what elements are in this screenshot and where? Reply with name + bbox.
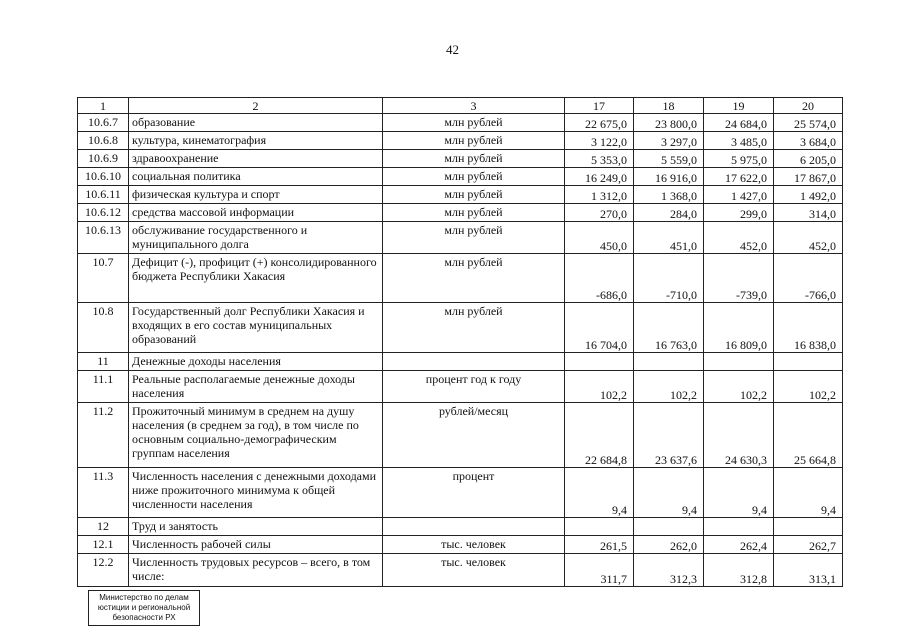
row-value: 270,0 (565, 204, 634, 222)
row-value: -710,0 (634, 254, 704, 303)
table-row (78, 132, 843, 150)
row-code: 11.2 (78, 403, 129, 468)
row-value: 9,4 (634, 468, 704, 518)
row-name: Численность населения с денежными доходами ниже прожиточного минимума к общей численности населения (129, 468, 383, 518)
row-name: Прожиточный минимум в среднем на душу населения (в среднем за год), в том числе по основным социально-демографическим группам населения (129, 403, 383, 468)
row-value: 312,3 (634, 554, 704, 587)
row-value: 1 312,0 (565, 186, 634, 204)
table-row (78, 518, 843, 536)
row-value: 450,0 (565, 222, 634, 254)
row-name: социальная политика (129, 168, 383, 186)
table-row (78, 554, 843, 587)
row-value: 452,0 (774, 222, 843, 254)
row-name: средства массовой информации (129, 204, 383, 222)
row-unit: млн рублей (383, 186, 565, 204)
row-value: 23 637,6 (634, 403, 704, 468)
table-row (78, 254, 843, 303)
row-value (565, 518, 634, 536)
row-value: 9,4 (704, 468, 774, 518)
row-value: 16 916,0 (634, 168, 704, 186)
header-cell: 1 (78, 98, 129, 114)
row-name: Численность рабочей силы (129, 536, 383, 554)
row-value: 24 684,0 (704, 114, 774, 132)
row-value: 1 368,0 (634, 186, 704, 204)
row-unit: тыс. человек (383, 554, 565, 587)
row-unit: рублей/месяц (383, 403, 565, 468)
row-name: Численность трудовых ресурсов – всего, в том числе: (129, 554, 383, 587)
table-header-row (78, 98, 843, 114)
row-value: 1 427,0 (704, 186, 774, 204)
row-code: 10.8 (78, 303, 129, 353)
row-name: Труд и занятость (129, 518, 383, 536)
row-name: здравоохранение (129, 150, 383, 168)
row-code: 12 (78, 518, 129, 536)
row-code: 11.3 (78, 468, 129, 518)
row-value (634, 518, 704, 536)
row-name: обслуживание государственного и муниципального долга (129, 222, 383, 254)
row-value (774, 353, 843, 371)
table-row (78, 168, 843, 186)
row-value: 25 664,8 (774, 403, 843, 468)
row-value: 262,7 (774, 536, 843, 554)
row-value: 102,2 (774, 371, 843, 403)
row-unit: млн рублей (383, 303, 565, 353)
table-row (78, 403, 843, 468)
page-number: 42 (446, 42, 459, 57)
row-unit: млн рублей (383, 254, 565, 303)
row-name: Государственный долг Республики Хакасия и входящих в его состав муниципальных образований (129, 303, 383, 353)
row-value: 102,2 (565, 371, 634, 403)
stamp-line: безопасности РХ (112, 613, 176, 622)
row-value: 262,4 (704, 536, 774, 554)
row-unit: млн рублей (383, 222, 565, 254)
row-value (565, 353, 634, 371)
table-row (78, 204, 843, 222)
stamp-line: Министерство по делам (99, 593, 189, 602)
row-name: Денежные доходы населения (129, 353, 383, 371)
row-value: 3 684,0 (774, 132, 843, 150)
table-row (78, 303, 843, 353)
row-value: 5 559,0 (634, 150, 704, 168)
row-value: 16 809,0 (704, 303, 774, 353)
row-value: 5 353,0 (565, 150, 634, 168)
row-name: Реальные располагаемые денежные доходы населения (129, 371, 383, 403)
row-value: 16 763,0 (634, 303, 704, 353)
table-row (78, 222, 843, 254)
row-value: 16 704,0 (565, 303, 634, 353)
row-value: 102,2 (704, 371, 774, 403)
table-row (78, 353, 843, 371)
header-cell: 2 (129, 98, 383, 114)
row-value (634, 353, 704, 371)
row-value: 16 249,0 (565, 168, 634, 186)
row-code: 10.6.8 (78, 132, 129, 150)
row-value: 17 867,0 (774, 168, 843, 186)
row-value: 6 205,0 (774, 150, 843, 168)
row-value: 451,0 (634, 222, 704, 254)
row-unit: млн рублей (383, 168, 565, 186)
row-value: 9,4 (774, 468, 843, 518)
row-value: 102,2 (634, 371, 704, 403)
header-cell: 3 (383, 98, 565, 114)
row-value: 22 675,0 (565, 114, 634, 132)
row-value: 9,4 (565, 468, 634, 518)
row-value: 313,1 (774, 554, 843, 587)
row-code: 10.6.10 (78, 168, 129, 186)
row-value: 3 485,0 (704, 132, 774, 150)
row-unit (383, 518, 565, 536)
ministry-stamp (88, 590, 200, 626)
table-row (78, 468, 843, 518)
row-value: 5 975,0 (704, 150, 774, 168)
row-value: 284,0 (634, 204, 704, 222)
row-value: 23 800,0 (634, 114, 704, 132)
row-unit (383, 353, 565, 371)
row-value: 3 297,0 (634, 132, 704, 150)
row-unit: тыс. человек (383, 536, 565, 554)
table-row (78, 371, 843, 403)
row-code: 12.2 (78, 554, 129, 587)
row-value (704, 353, 774, 371)
row-value: 311,7 (565, 554, 634, 587)
row-value (704, 518, 774, 536)
data-table (77, 97, 843, 587)
stamp-line: юстиции и региональной (97, 603, 191, 612)
row-value: 17 622,0 (704, 168, 774, 186)
row-value: 261,5 (565, 536, 634, 554)
table-row (78, 114, 843, 132)
row-value: 299,0 (704, 204, 774, 222)
row-value (774, 518, 843, 536)
row-code: 10.6.12 (78, 204, 129, 222)
row-code: 10.6.9 (78, 150, 129, 168)
row-code: 10.7 (78, 254, 129, 303)
row-unit: процент год к году (383, 371, 565, 403)
row-code: 10.6.11 (78, 186, 129, 204)
row-name: физическая культура и спорт (129, 186, 383, 204)
row-code: 11 (78, 353, 129, 371)
row-value: 3 122,0 (565, 132, 634, 150)
header-cell: 17 (565, 98, 634, 114)
header-cell: 19 (704, 98, 774, 114)
row-unit: млн рублей (383, 204, 565, 222)
row-code: 10.6.7 (78, 114, 129, 132)
row-value: -766,0 (774, 254, 843, 303)
row-value: 16 838,0 (774, 303, 843, 353)
table-row (78, 186, 843, 204)
row-value: 314,0 (774, 204, 843, 222)
row-unit: млн рублей (383, 114, 565, 132)
row-value: 312,8 (704, 554, 774, 587)
row-name: Дефицит (-), профицит (+) консолидированного бюджета Республики Хакасия (129, 254, 383, 303)
table-row (78, 536, 843, 554)
row-value: 262,0 (634, 536, 704, 554)
row-code: 12.1 (78, 536, 129, 554)
row-value: 452,0 (704, 222, 774, 254)
row-code: 10.6.13 (78, 222, 129, 254)
header-cell: 18 (634, 98, 704, 114)
row-value: 25 574,0 (774, 114, 843, 132)
header-cell: 20 (774, 98, 843, 114)
row-name: образование (129, 114, 383, 132)
row-value: -739,0 (704, 254, 774, 303)
table-row (78, 150, 843, 168)
row-value: 24 630,3 (704, 403, 774, 468)
row-unit: млн рублей (383, 150, 565, 168)
row-value: -686,0 (565, 254, 634, 303)
row-value: 22 684,8 (565, 403, 634, 468)
row-code: 11.1 (78, 371, 129, 403)
row-name: культура, кинематография (129, 132, 383, 150)
row-unit: млн рублей (383, 132, 565, 150)
row-unit: процент (383, 468, 565, 518)
row-value: 1 492,0 (774, 186, 843, 204)
